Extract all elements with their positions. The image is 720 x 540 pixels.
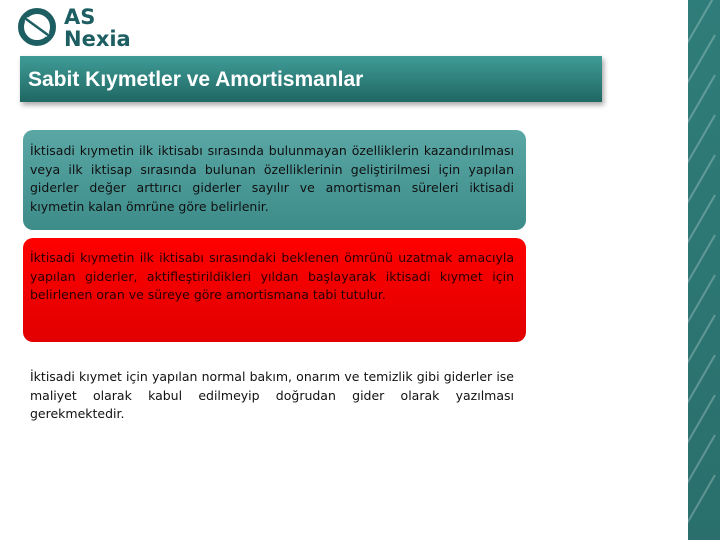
- paragraph-2-text: İktisadi kıymetin ilk iktisabı sırasındaki beklenen ömrünü uzatmak amacıyla yapılan giderler, aktifleştirildikleri yıldan başlayarak iktisadi kıymet için belirlenen oran ve süreye göre amortismana tabi tutulur.: [30, 250, 514, 302]
- logo-line-1: AS: [64, 5, 96, 29]
- logo-wordmark: [64, 6, 131, 50]
- title-bar: [20, 56, 602, 102]
- paragraph-1-text: İktisadi kıymetin ilk iktisabı sırasında bulunmayan özelliklerin kazandırılması veya ilk iktisap sırasında bulunan özelliklerinin geliştirilmesi için yapılan giderler değer arttırıcı giderler sayılır ve amortisman süreleri iktisadi kıymetin kalan ömrüne göre belirlenir.: [30, 143, 514, 214]
- paragraph-3-text: İktisadi kıymet için yapılan normal bakım, onarım ve temizlik gibi giderler ise maliyet olarak kabul edilmeyip doğrudan gider olarak yazılması gerekmektedir.: [30, 369, 514, 421]
- company-logo: [16, 4, 146, 56]
- info-box-life-extending: [23, 238, 526, 342]
- logo-line-2: Nexia: [64, 27, 131, 51]
- slide-title: Sabit Kıymetler ve Amortismanlar: [28, 68, 364, 91]
- info-box-value-increasing: [23, 130, 526, 230]
- nexia-ring-icon: [16, 6, 58, 48]
- decorative-side-stripe: [688, 0, 720, 540]
